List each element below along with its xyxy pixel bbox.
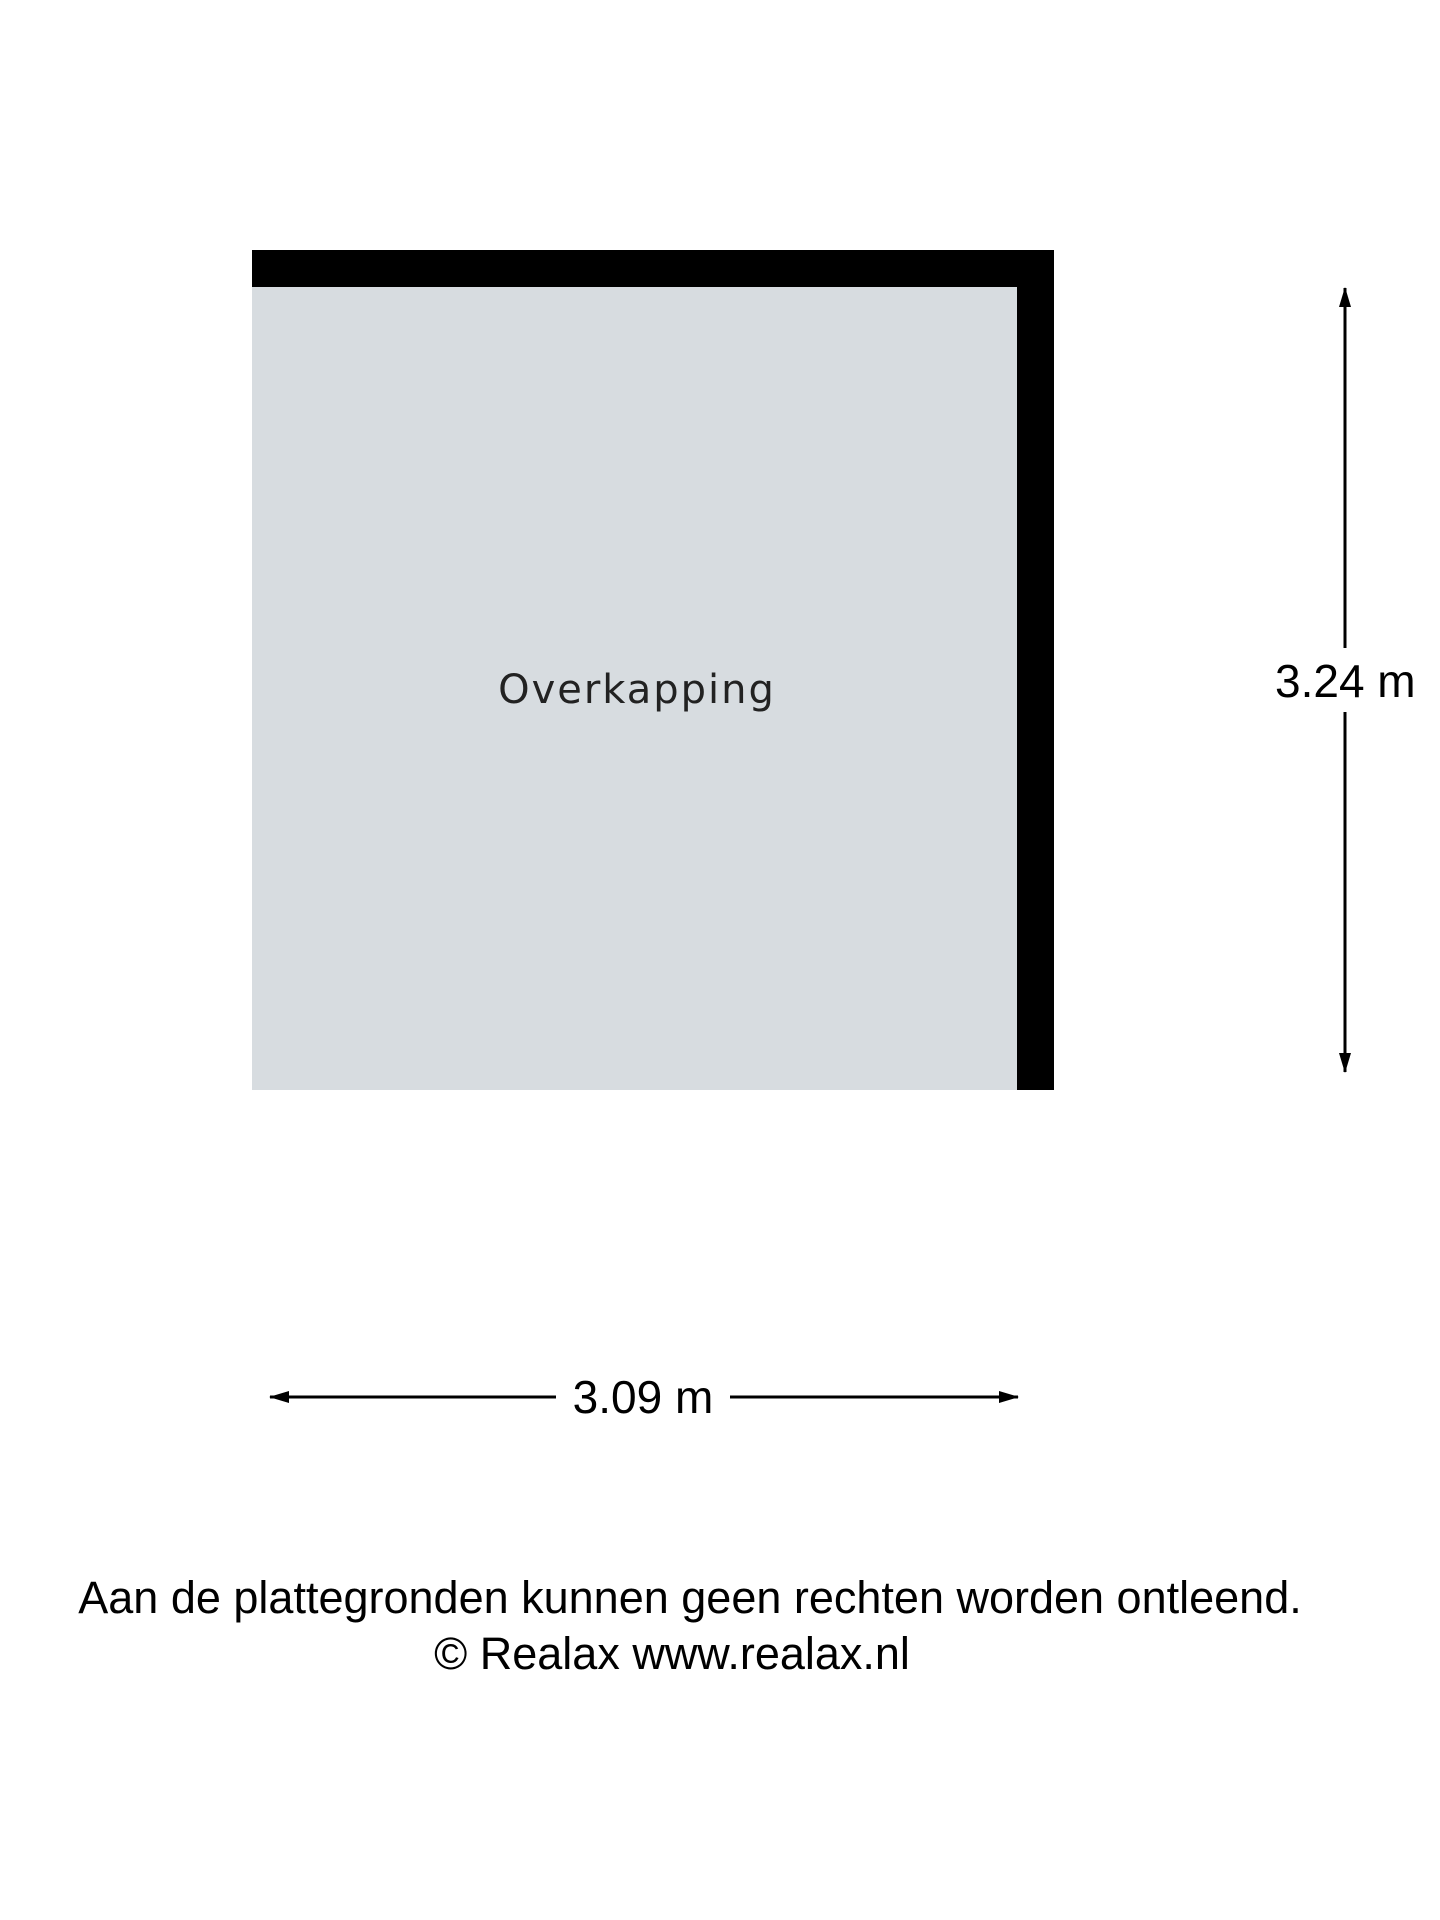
- wall-right: [1017, 250, 1054, 1090]
- room-label: Overkapping: [498, 667, 776, 713]
- height-dimension-label: 3.24 m: [1275, 655, 1416, 707]
- wall-top: [252, 250, 1054, 287]
- copyright-text: © Realax www.realax.nl: [434, 1628, 910, 1679]
- disclaimer-text: Aan de plattegronden kunnen geen rechten worden ontleend.: [78, 1572, 1302, 1623]
- width-dimension-label: 3.09 m: [572, 1371, 714, 1423]
